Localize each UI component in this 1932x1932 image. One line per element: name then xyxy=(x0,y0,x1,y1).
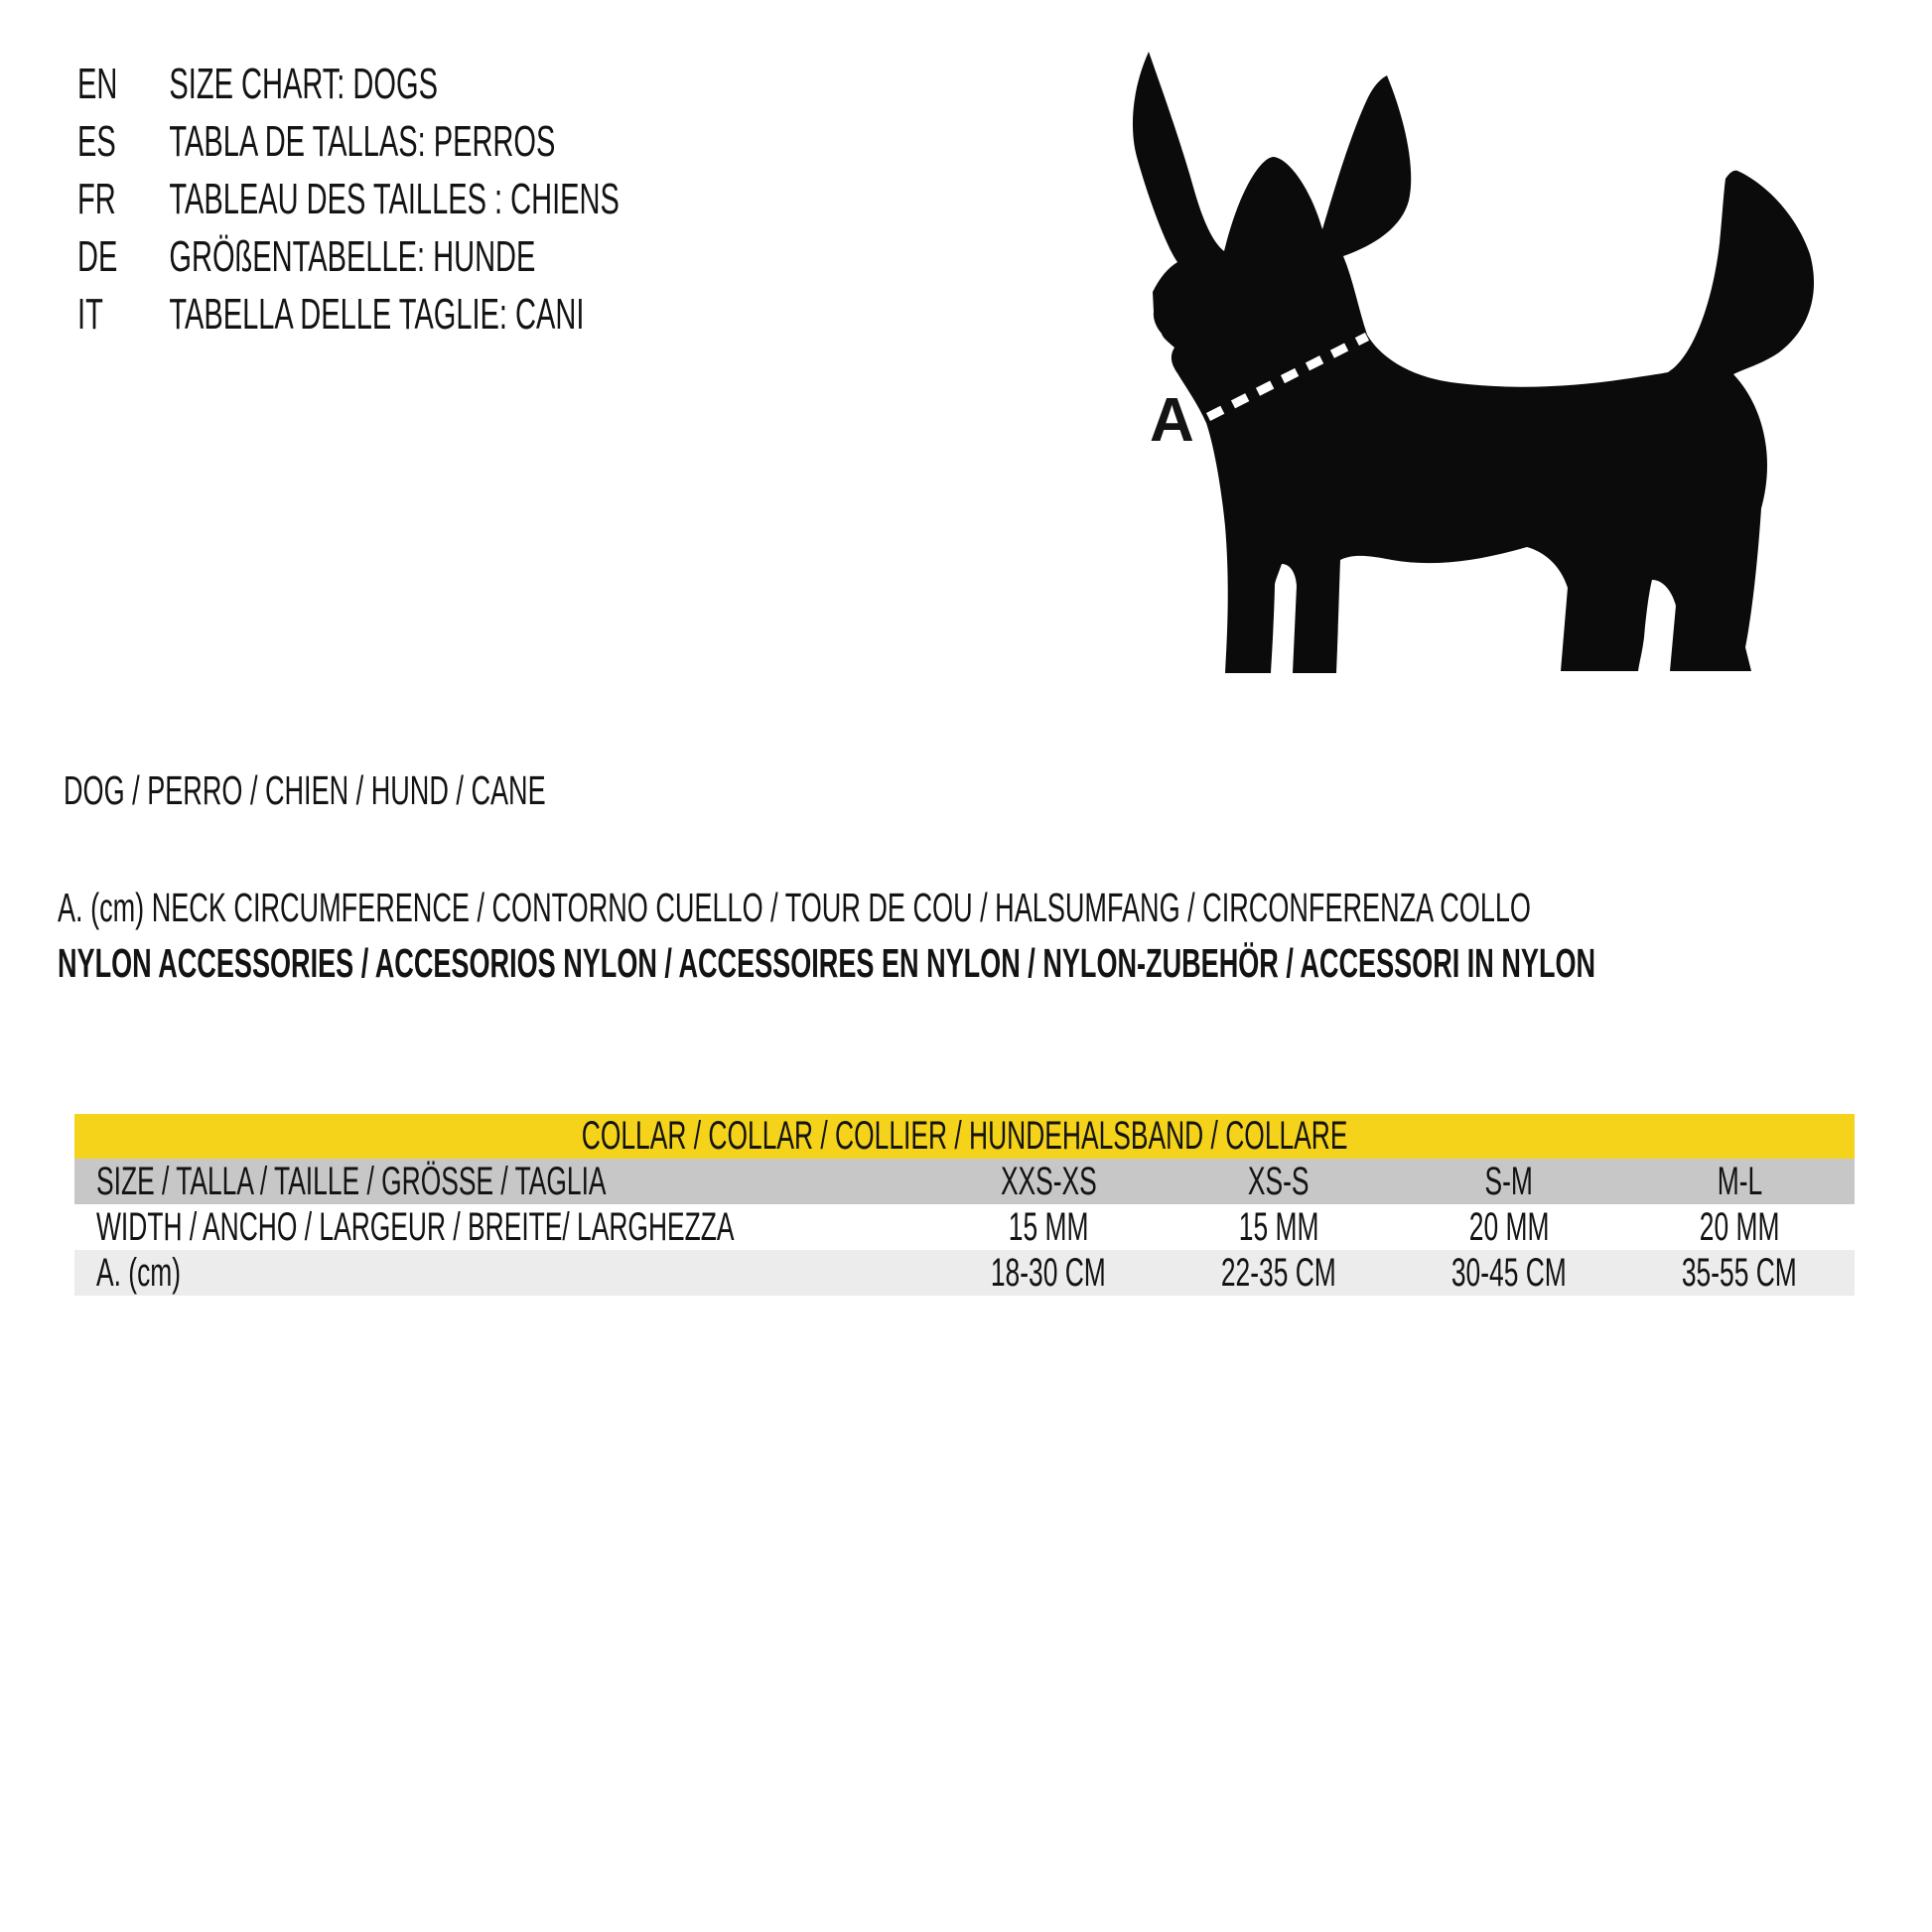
neck-value-cell: 30-45 CM xyxy=(1451,1250,1567,1295)
row-label-cell: WIDTH / ANCHO / LARGEUR / BREITE/ LARGHEZZA xyxy=(96,1204,735,1249)
table-row-width xyxy=(74,1204,1855,1250)
neck-value-cell: 35-55 CM xyxy=(1682,1250,1797,1295)
row-label-cell: A. (cm) xyxy=(96,1250,182,1295)
lang-code: EN xyxy=(77,60,118,108)
legend-row-en xyxy=(77,56,898,113)
lang-code: IT xyxy=(77,290,103,339)
width-value-cell: 15 MM xyxy=(1008,1204,1089,1249)
lang-label: TABLA DE TALLAS: PERROS xyxy=(169,117,556,166)
chihuahua-silhouette-icon xyxy=(874,30,1866,685)
lang-label: GRÖßENTABELLE: HUNDE xyxy=(169,232,536,281)
collar-size-table xyxy=(74,1114,1855,1296)
legend-row-it xyxy=(77,286,898,344)
measurement-marker-a: A xyxy=(1150,386,1194,455)
table-row-size xyxy=(74,1159,1855,1204)
neck-circumference-note: A. (cm) NECK CIRCUMFERENCE / CONTORNO CUELLO / TOUR DE COU / HALSUMFANG / CIRCONFERENZA COLLO xyxy=(58,885,1531,930)
legend-row-fr xyxy=(77,171,898,228)
nylon-accessories-note: NYLON ACCESSORIES / ACCESORIOS NYLON / ACCESSOIRES EN NYLON / NYLON-ZUBEHÖR / ACCESSORI IN NYLON xyxy=(58,940,1596,986)
row-label-cell: SIZE / TALLA / TAILLE / GRÖSSE / TAGLIA xyxy=(96,1159,607,1203)
table-title-cell xyxy=(74,1114,1855,1159)
dog-silhouette-diagram xyxy=(874,30,1866,685)
lang-label: TABLEAU DES TAILLES : CHIENS xyxy=(169,175,620,223)
lang-code: ES xyxy=(77,117,116,166)
lang-code: DE xyxy=(77,232,118,281)
legend-row-de xyxy=(77,228,898,286)
width-value-cell: 20 MM xyxy=(1699,1204,1780,1249)
size-value-cell: S-M xyxy=(1484,1159,1534,1203)
dog-caption: DOG / PERRO / CHIEN / HUND / CANE xyxy=(64,767,546,813)
width-value-cell: 15 MM xyxy=(1238,1204,1319,1249)
language-legend xyxy=(77,56,898,344)
size-value-cell: XXS-XS xyxy=(1000,1159,1097,1203)
lang-label: SIZE CHART: DOGS xyxy=(169,60,438,108)
width-value-cell: 20 MM xyxy=(1468,1204,1550,1249)
table-row-neck-cm xyxy=(74,1250,1855,1296)
table-header-row xyxy=(74,1114,1855,1159)
lang-label: TABELLA DELLE TAGLIE: CANI xyxy=(169,290,585,339)
neck-value-cell: 22-35 CM xyxy=(1221,1250,1336,1295)
table-title: COLLAR / COLLAR / COLLIER / HUNDEHALSBAND / COLLARE xyxy=(581,1114,1348,1158)
lang-code: FR xyxy=(77,175,116,223)
legend-row-es xyxy=(77,113,898,171)
size-value-cell: XS-S xyxy=(1248,1159,1310,1203)
neck-value-cell: 18-30 CM xyxy=(991,1250,1106,1295)
size-value-cell: M-L xyxy=(1717,1159,1762,1203)
